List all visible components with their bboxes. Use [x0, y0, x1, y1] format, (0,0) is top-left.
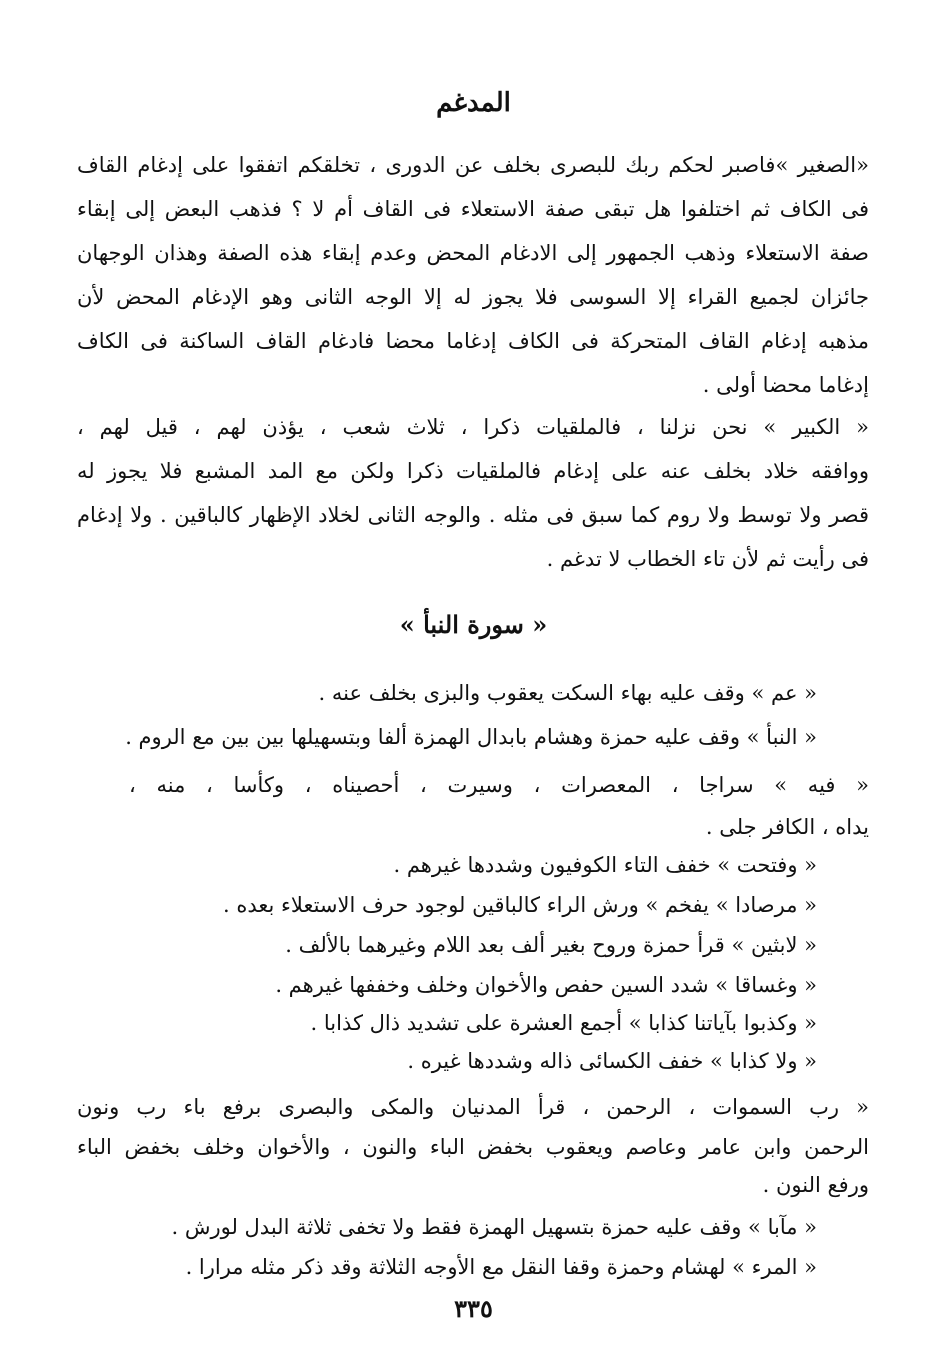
paragraph-line: « ولا كذابا » خفف الكسائى ذاله وشددها غيره .: [407, 1049, 817, 1073]
paragraph-line: « عم » وقف عليه بهاء السكت يعقوب والبزى بخلف عنه .: [318, 681, 817, 705]
paragraph-line: « رب السموات ، الرحمن ، قرأ المدنيان والمكى والبصرى برفع باء رب ونون: [77, 1095, 869, 1119]
paragraph-line: إدغاما محضا أولى .: [702, 373, 869, 397]
paragraph-line: « وكذبوا بآياتنا كذابا » أجمع العشرة على تشديد ذال كذابا .: [310, 1011, 817, 1035]
paragraph-line: ورفع النون .: [762, 1173, 869, 1197]
paragraph-line: « فيه » سراجا ، المعصرات ، وسيرت ، أحصيناه ، وكأسا ، منه ،: [129, 773, 869, 797]
paragraph-line: ووافقه خلاد بخلف عنه على إدغام فالملقيات ذكرا ولكن مع المد المشبع فلا يجوز له: [77, 459, 869, 483]
paragraph-line: فى الكاف ثم اختلفوا هل تبقى صفة الاستعلاء فى القاف أم لا ؟ فذهب البعض إلى إبقاء: [77, 197, 869, 221]
paragraph-line: « مآبا » وقف عليه حمزة بتسهيل الهمزة فقط ولا تخفى ثلاثة البدل لورش .: [171, 1215, 817, 1239]
paragraph-line: « الكبير » نحن نزلنا ، فالملقيات ذكرا ، ثلاث شعب ، يؤذن لهم ، قيل لهم ،: [77, 415, 869, 439]
paragraph-line: قصر ولا توسط ولا روم كما سبق فى مثله . والوجه الثانى لخلاد الإظهار كالباقين . ولا إدغام: [77, 503, 869, 527]
paragraph-line: صفة الاستعلاء وذهب الجمهور إلى الادغام المحض وعدم إبقاء هذه الصفة وهذان الوجهان: [77, 241, 869, 265]
paragraph-line: « وفتحت » خفف التاء الكوفيون وشددها غيرهم .: [393, 853, 817, 877]
page-title: المدغم: [436, 88, 511, 118]
paragraph-line: « النبأ » وقف عليه حمزة وهشام بابدال الهمزة ألفا وبتسهيلها بين بين مع الروم .: [125, 725, 817, 749]
paragraph-line: جائزان لجميع القراء إلا السوسى فلا يجوز له إلا الوجه الثانى وهو الإدغام المحض لأن: [77, 285, 869, 309]
paragraph-line: فى رأيت ثم لأن تاء الخطاب لا تدغم .: [546, 547, 869, 571]
paragraph-line: « المرء » لهشام وحمزة وقفا النقل مع الأوجه الثلاثة وقد ذكر مثله مرارا .: [185, 1255, 817, 1279]
paragraph-line: مذهبه إدغام القاف المتحركة فى الكاف إدغاما محضا فادغام القاف الساكنة فى الكاف: [77, 329, 869, 353]
surah-title: « سورة النبأ »: [399, 610, 548, 639]
paragraph-line: يداه ، الكافر جلى .: [705, 815, 869, 839]
paragraph-line: « مرصادا » يفخم » ورش الراء كالباقين لوجود حرف الاستعلاء بعده .: [223, 893, 817, 917]
paragraph-line: « لابثين » قرأ حمزة وروح بغير ألف بعد اللام وغيرهما بالألف .: [285, 933, 817, 957]
paragraph-line: الرحمن وابن عامر وعاصم ويعقوب بخفض الباء والنون ، والأخوان وخلف بخفض الباء: [77, 1135, 869, 1159]
page-number: ٣٣٥: [454, 1294, 493, 1323]
paragraph-line: « وغساقا » شدد السين حفص والأخوان وخلف وخففها غيرهم .: [275, 973, 817, 997]
paragraph-line: «الصغير »فاصبر لحكم ربك للبصرى بخلف عن الدورى ، تخلقكم اتفقوا على إدغام القاف: [77, 153, 869, 177]
